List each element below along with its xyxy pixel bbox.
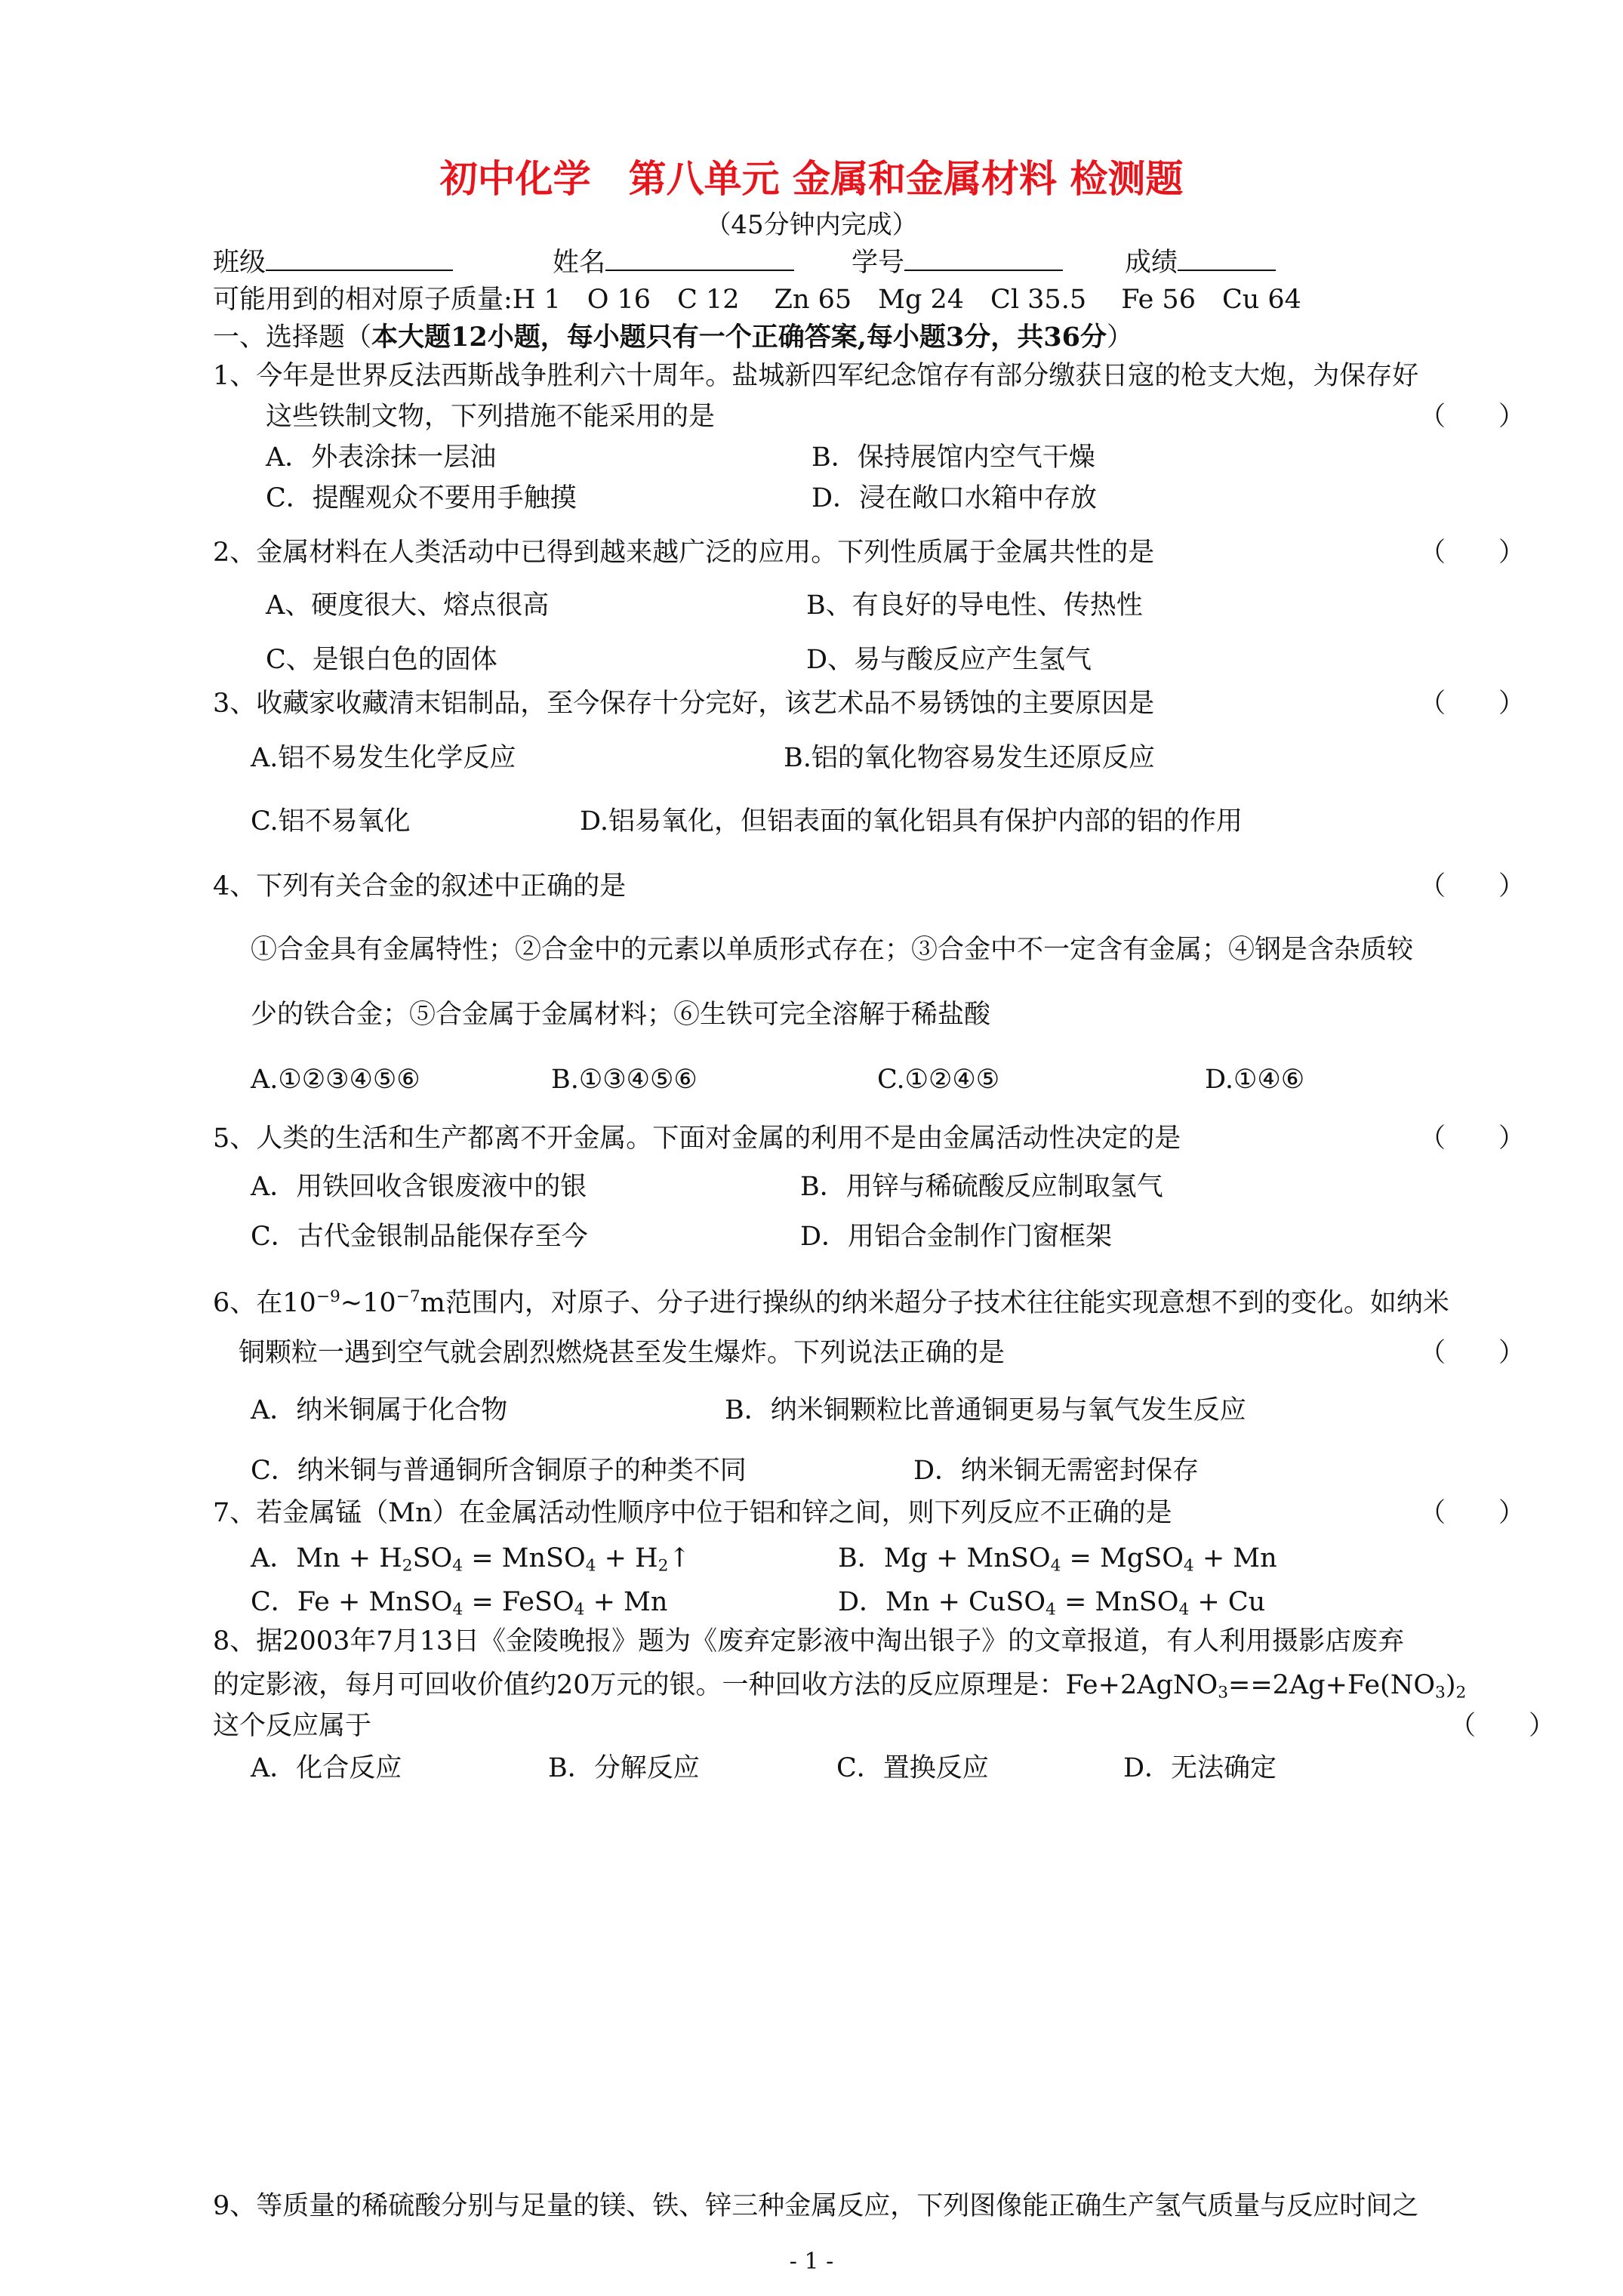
number-label: 学号 [852, 248, 905, 278]
q5-option-b: B．用锌与稀硫酸反应制取氢气 [800, 1172, 1163, 1202]
q2-option-b: B、有良好的导电性、传热性 [806, 590, 1143, 621]
q4-option-b: B.①③④⑤⑥ [551, 1065, 698, 1095]
q7-option-b: B．Mg + MnSO$_4$ = MgSO$_4$ + Mn [838, 1543, 1277, 1576]
q6-option-a: A．纳米铜属于化合物 [251, 1395, 508, 1425]
q1-answer-paren[interactable]: （ ） [1419, 402, 1526, 432]
q6-mid: ~10 [340, 1288, 396, 1319]
section-heading [213, 321, 1133, 354]
q3-stem: 3、收藏家收藏清末铝制品，至今保存十分完好，该艺术品不易锈蚀的主要原因是 [213, 689, 1155, 719]
number-blank[interactable] [904, 247, 1063, 271]
q5-option-a: A．用铁回收含银废液中的银 [251, 1172, 587, 1202]
q6-pre: 6、在10 [213, 1288, 316, 1319]
q2-option-c: C、是银白色的固体 [266, 645, 497, 675]
q2-option-d: D、易与酸反应产生氢气 [806, 645, 1092, 675]
q6-post: m范围内，对原子、分子进行操纵的纳米超分子技术往往能实现意想不到的变化。如纳米 [420, 1288, 1449, 1319]
q4-statements-cont: 少的铁合金；⑤合金属于金属材料；⑥生铁可完全溶解于稀盐酸 [251, 1000, 991, 1030]
name-label: 姓名 [553, 248, 606, 278]
q7-option-c: C．Fe + MnSO$_4$ = FeSO$_4$ + Mn [251, 1587, 668, 1620]
q3-option-c: C.铝不易氧化 [251, 806, 411, 837]
q8-option-a: A．化合反应 [251, 1753, 402, 1783]
q1-stem: 1、今年是世界反法西斯战争胜利六十周年。盐城新四军纪念馆存有部分缴获日寇的枪支大炮，为保存好 [213, 361, 1419, 391]
name-blank[interactable] [605, 247, 794, 271]
q4-stem: 4、下列有关合金的叙述中正确的是 [213, 871, 627, 901]
q1-option-b: B．保持展馆内空气干燥 [812, 442, 1095, 473]
q1-stem-cont: 这些铁制文物，下列措施不能采用的是 [266, 402, 716, 432]
number-field [852, 246, 1063, 279]
q8-stem-cont: 的定影液，每月可回收价值约20万元的银。一种回收方法的反应原理是：$Fe+2AgNO_3==2Ag+Fe(NO_3)_2$ [213, 1670, 1467, 1703]
q8-stem-cont-2: 这个反应属于 [213, 1711, 372, 1741]
q1-option-d: D．浸在敞口水箱中存放 [812, 483, 1098, 513]
student-info-line [213, 246, 453, 279]
q5-stem: 5、人类的生活和生产都离不开金属。下面对金属的利用不是由金属活动性决定的是 [213, 1123, 1181, 1154]
score-blank[interactable] [1178, 247, 1276, 271]
q4-answer-paren[interactable]: （ ） [1419, 871, 1526, 901]
q4-option-c: C.①②④⑤ [877, 1065, 1000, 1095]
page-subtitle: （45分钟内完成） [705, 210, 918, 240]
q7-option-d: D．Mn + CuSO$_4$ = MnSO$_4$ + Cu [838, 1587, 1266, 1620]
q6-exponent-1: −9 [316, 1287, 340, 1306]
q4-statements: ①合金具有金属特性；②合金中的元素以单质形式存在；③合金中不一定含有金属；④钢是含杂质较 [251, 935, 1414, 965]
q6-stem-cont: 铜颗粒一遇到空气就会剧烈燃烧甚至发生爆炸。下列说法正确的是 [239, 1338, 1006, 1368]
section-lead: 一、选择题（ [213, 322, 372, 353]
q2-stem: 2、金属材料在人类活动中已得到越来越广泛的应用。下列性质属于金属共性的是 [213, 538, 1155, 568]
q3-option-d: D.铝易氧化，但铝表面的氧化铝具有保护内部的铝的作用 [580, 806, 1243, 837]
q6-option-d: D．纳米铜无需密封保存 [913, 1456, 1200, 1486]
q1-option-a: A．外表涂抹一层油 [266, 442, 497, 473]
q7-answer-paren[interactable]: （ ） [1419, 1498, 1526, 1528]
page-number: - 1 - [789, 2248, 834, 2275]
q8-option-c: C．置换反应 [836, 1753, 989, 1783]
q8-option-d: D．无法确定 [1123, 1753, 1277, 1783]
q6-stem [213, 1281, 1449, 1320]
q6-option-c: C．纳米铜与普通铜所含铜原子的种类不同 [251, 1456, 747, 1486]
section-tail: ） [1106, 322, 1133, 353]
q1-option-c: C．提醒观众不要用手触摸 [266, 483, 577, 513]
class-blank[interactable] [266, 247, 453, 271]
q3-answer-paren[interactable]: （ ） [1419, 689, 1526, 719]
q2-option-a: A、硬度很大、熔点很高 [266, 590, 550, 621]
q2-answer-paren[interactable]: （ ） [1419, 538, 1526, 568]
q8-option-b: B．分解反应 [548, 1753, 700, 1783]
page-title: 初中化学 第八单元 金属和金属材料 检测题 [439, 157, 1184, 201]
q5-option-d: D．用铝合金制作门窗框架 [800, 1222, 1113, 1252]
score-label: 成绩 [1125, 248, 1178, 278]
q7-stem: 7、若金属锰（Mn）在金属活动性顺序中位于铝和锌之间，则下列反应不正确的是 [213, 1498, 1172, 1528]
atomic-masses: 可能用到的相对原子质量:H 1 O 16 C 12 Zn 65 Mg 24 Cl 35.5 Fe 56 Cu 64 [213, 285, 1301, 315]
section-rules: 本大题12小题，每小题只有一个正确答案,每小题3分，共36分 [371, 322, 1107, 353]
q5-option-c: C．古代金银制品能保存至今 [251, 1222, 588, 1252]
q5-answer-paren[interactable]: （ ） [1419, 1123, 1526, 1154]
q8-answer-paren[interactable]: （ ） [1449, 1711, 1556, 1741]
q9-stem: 9、等质量的稀硫酸分别与足量的镁、铁、锌三种金属反应，下列图像能正确生产氢气质量与反应时间之 [213, 2191, 1419, 2221]
name-field [553, 246, 794, 279]
q8-stem: 8、据2003年7月13日《金陵晚报》题为《废弃定影液中淘出银子》的文章报道，有人利用摄影店废弃 [213, 1626, 1405, 1657]
q4-option-a: A.①②③④⑤⑥ [251, 1065, 420, 1095]
q4-option-d: D.①④⑥ [1205, 1065, 1305, 1095]
q7-option-a: A．$Mn + H_2SO_4$ = MnSO$_4$ + $H_2↑$ [251, 1543, 691, 1576]
q6-answer-paren[interactable]: （ ） [1419, 1338, 1526, 1368]
q3-option-b: B.铝的氧化物容易发生还原反应 [784, 743, 1155, 773]
q6-exponent-2: −7 [396, 1287, 420, 1306]
class-label: 班级 [213, 248, 266, 278]
q6-option-b: B．纳米铜颗粒比普通铜更易与氧气发生反应 [725, 1395, 1246, 1425]
q3-option-a: A.铝不易发生化学反应 [251, 743, 516, 773]
score-field [1125, 246, 1276, 279]
